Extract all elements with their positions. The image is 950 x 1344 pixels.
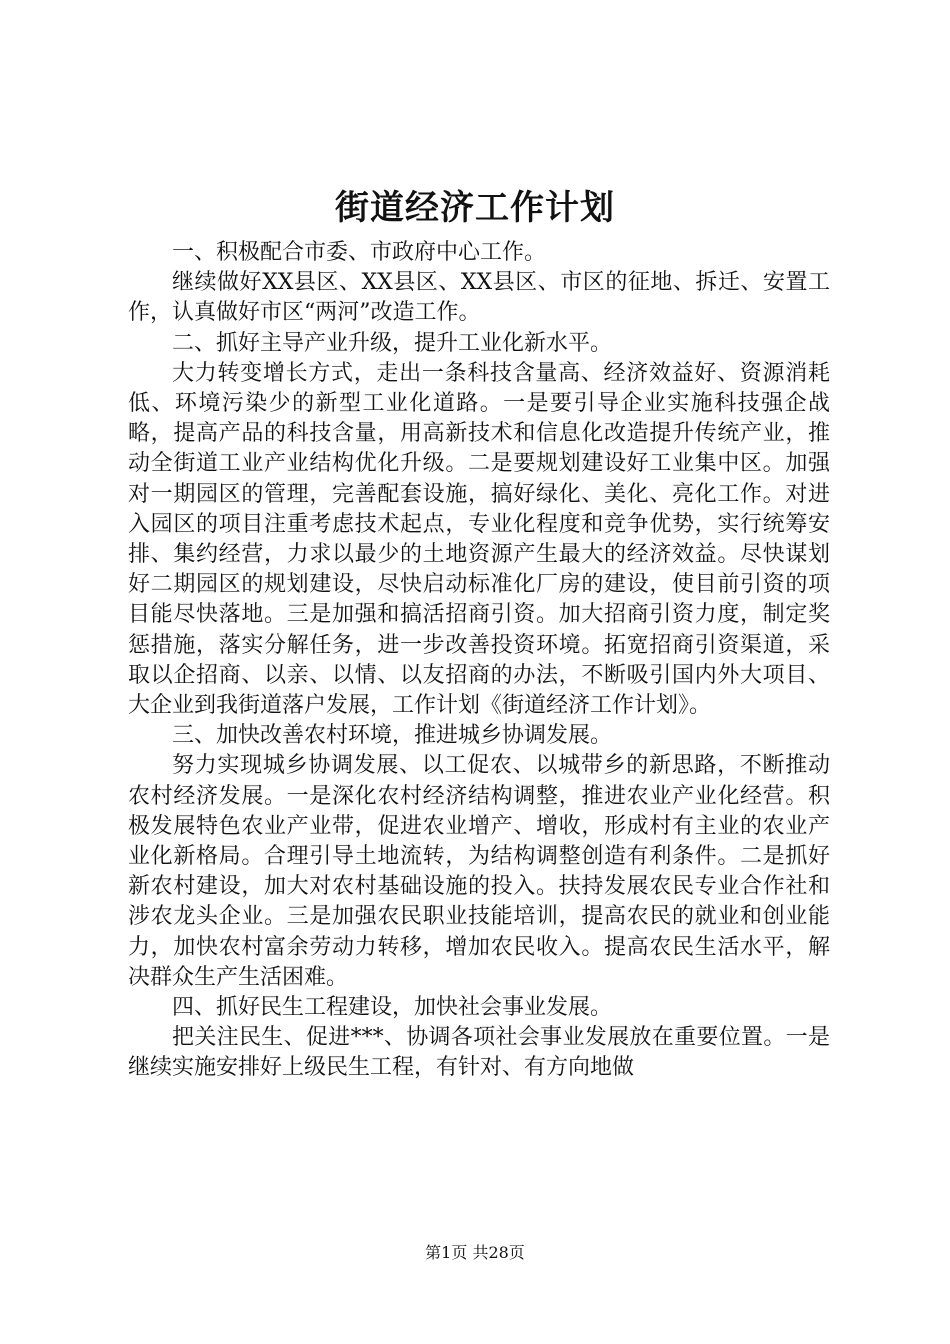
document-title: 街道经济工作计划 xyxy=(335,188,615,228)
paragraph: 大力转变增长方式，走出一条科技含量高、经济效益好、资源消耗低、环境污染少的新型工业化道路。一是要引导企业实施科技强企战略，提高产品的科技含量，用高新技术和信息化改造提升传统产业，推动全街道工业产业结构优化升级。二是要规划建设好工业集中区。加强对一期园区的管理，完善配套设施，搞好绿化、美化、亮化工作。对进入园区的项目注重考虑技术起点，专业化程度和竞争优势，实行统筹安排、集约经营，力求以最少的土地资源产生最大的经济效益。尽快谋划好二期园区的规划建设，尽快启动标准化厂房的建设，使目前引资的项目能尽快落地。三是加强和搞活招商引资。加大招商引资力度，制定奖惩措施，落实分解任务，进一步改善投资环境。拓宽招商引资渠道，采取以企招商、以亲、以情、以友招商的办法，不断吸引国内外大项目、大企业到我街道落户发展，工作计划《街道经济工作计划》。 xyxy=(128,360,830,719)
section-heading-4: 四、抓好民生工程建设，加快社会事业发展。 xyxy=(172,995,613,1021)
paragraph: 努力实现城乡协调发展、以工促农、以城带乡的新思路，不断推动农村经济发展。一是深化农村经济结构调整，推进农业产业化经营。积极发展特色农业产业带，促进农业增产、增收，形成村有主业的农业产业化新格局。合理引导土地流转，为结构调整创造有利条件。二是抓好新农村建设，加大对农村基础设施的投入。扶持发展农民专业合作社和涉农龙头企业。三是加强农民职业技能培训，提高农民的就业和创业能力，加快农村富余劳动力转移，增加农民收入。提高农民生活水平，解决群众生产生活困难。 xyxy=(128,753,830,990)
page-number: 第1页 共28页 xyxy=(425,1243,525,1262)
section-heading-3: 三、加快改善农村环境，推进城乡协调发展。 xyxy=(172,723,613,749)
document-body xyxy=(128,238,830,1084)
paragraph: 继续做好XX县区、XX县区、XX县区、市区的征地、拆迁、安置工作，认真做好市区“两河”改造工作。 xyxy=(128,270,830,326)
section-heading-2: 二、抓好主导产业升级，提升工业化新水平。 xyxy=(172,330,613,356)
paragraph: 把关注民生、促进***、协调各项社会事业发展放在重要位置。一是继续实施安排好上级民生工程，有针对、有方向地做 xyxy=(128,1025,830,1081)
section-heading-1: 一、积极配合市委、市政府中心工作。 xyxy=(172,240,547,265)
